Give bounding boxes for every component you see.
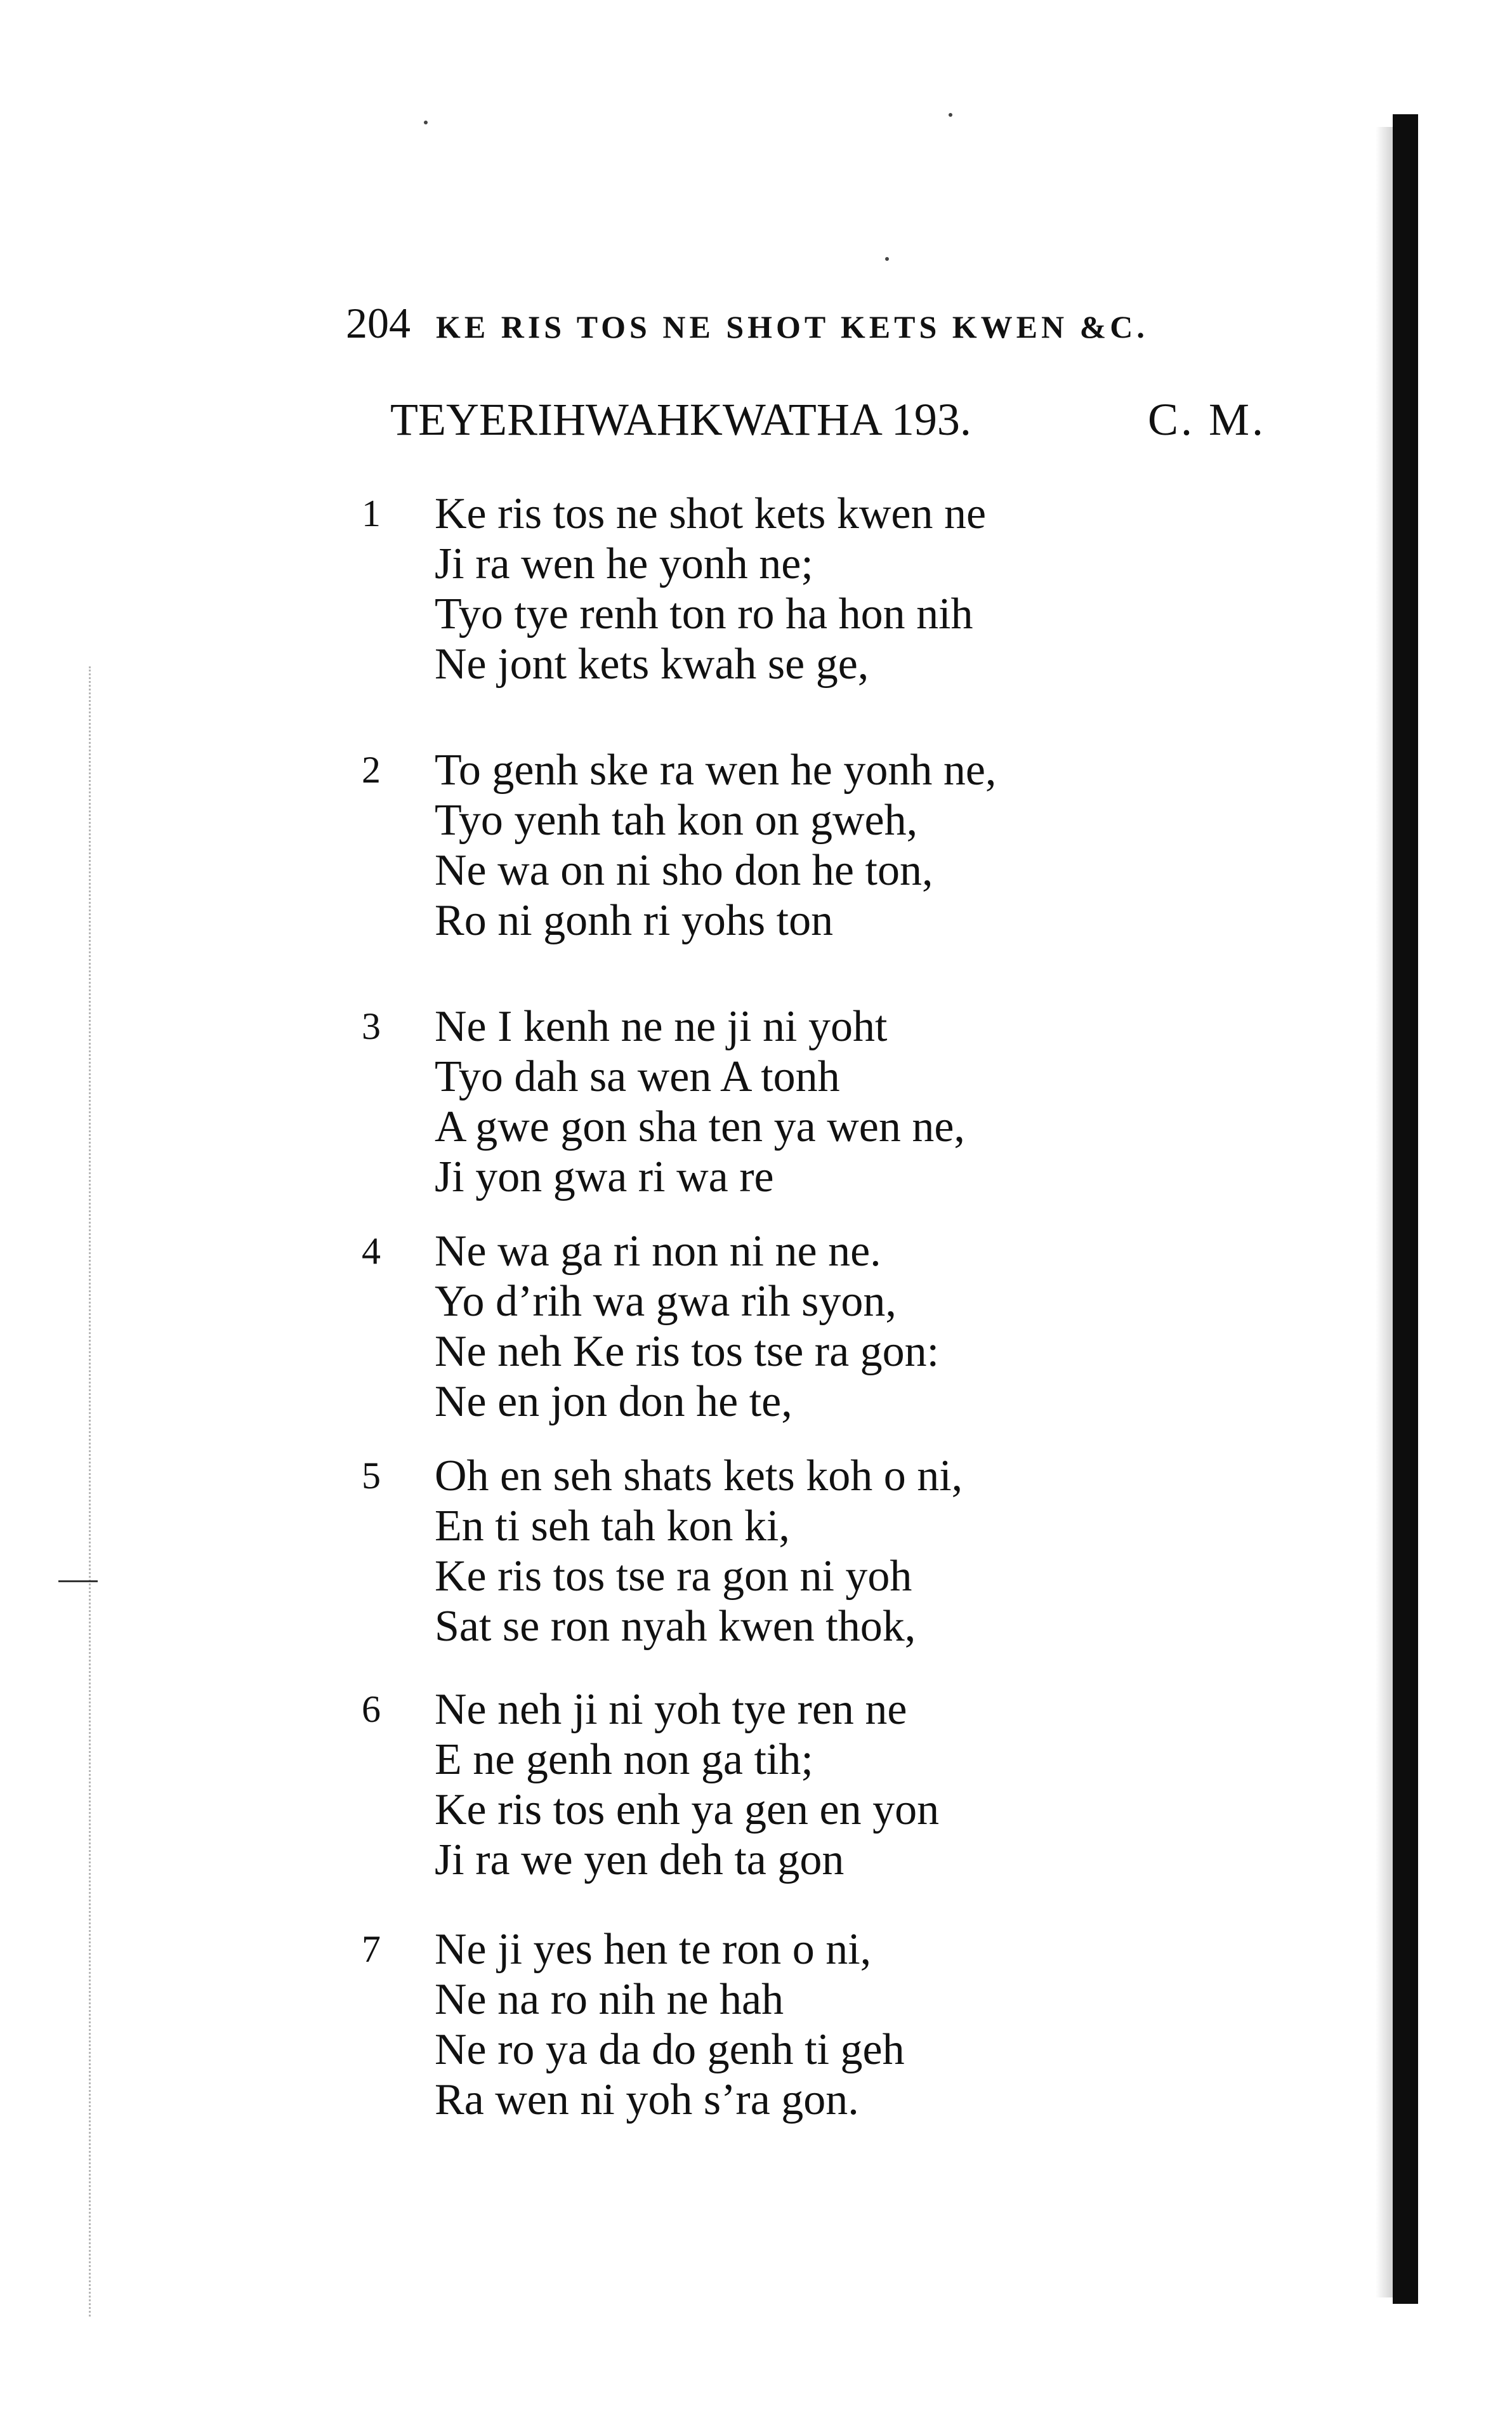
hymn-heading (390, 393, 1266, 446)
stanza-line: Sat se ron nyah kwen thok, (435, 1602, 916, 1651)
stanza (343, 1002, 1332, 1202)
print-speck (949, 113, 952, 117)
print-speck (424, 121, 428, 124)
stanza (343, 1684, 1332, 1885)
stanza-line: Ro ni gonh ri yohs ton (435, 896, 834, 945)
stanza (343, 1226, 1332, 1427)
stanza-number: 7 (362, 1928, 381, 1970)
stanza-line: Oh en seh shats kets koh o ni, (435, 1451, 963, 1500)
stanza-line: A gwe gon sha ten ya wen ne, (435, 1102, 965, 1151)
stanza (343, 1451, 1332, 1651)
stanza-number: 6 (362, 1688, 381, 1730)
stanza-line: Ne na ro nih ne hah (435, 1975, 784, 2024)
stanza-line: Ne wa on ni sho don he ton, (435, 846, 933, 895)
stanza (343, 1924, 1332, 2125)
stanza (343, 745, 1332, 946)
hymn-stanzas (343, 489, 1332, 2125)
hymn-title: TEYERIHWAHKWATHA 193. (390, 394, 971, 445)
stanza-line: Ji ra wen he yonh ne; (435, 539, 813, 588)
stanza-line: Tyo tye renh ton ro ha hon nih (435, 590, 973, 638)
stanza-number: 4 (362, 1230, 381, 1272)
stanza (343, 489, 1332, 689)
hymn-meter: C. M. (1147, 394, 1266, 445)
page-header (346, 298, 1259, 348)
stanza-line: Ke ris tos enh ya gen en yon (435, 1785, 940, 1834)
stanza-line: Ne neh Ke ris tos tse ra gon: (435, 1327, 940, 1376)
binding-edge (1393, 114, 1418, 2304)
running-head: KE RIS TOS NE SHOT KETS KWEN &C. (436, 309, 1148, 345)
stanza-line: Ne neh ji ni yoh tye ren ne (435, 1685, 907, 1734)
stanza-line: Ji yon gwa ri wa re (435, 1153, 774, 1201)
stanza-line: Ne en jon don he te, (435, 1377, 792, 1426)
stanza-line: To genh ske ra wen he yonh ne, (435, 746, 997, 795)
stanza-line: Ne ji yes hen te ron o ni, (435, 1925, 872, 1974)
stanza-number: 2 (362, 749, 381, 791)
stanza-line: Ke ris tos ne shot kets kwen ne (435, 489, 987, 538)
stanza-line: E ne genh non ga tih; (435, 1735, 813, 1784)
page-edge-dash (58, 1580, 98, 1582)
stanza-line: Ne ro ya da do genh ti geh (435, 2025, 905, 2074)
print-speck (885, 257, 889, 261)
stanza-line: Ne wa ga ri non ni ne ne. (435, 1227, 881, 1276)
stanza-line: Ra wen ni yoh s’ra gon. (435, 2075, 859, 2124)
stanza-line: Ne I kenh ne ne ji ni yoht (435, 1002, 888, 1051)
stanza-line: Ke ris tos tse ra gon ni yoh (435, 1552, 912, 1601)
stanza-number: 1 (362, 493, 381, 534)
stanza-line: Yo d’rih wa gwa rih syon, (435, 1277, 897, 1326)
stanza-line: En ti seh tah kon ki, (435, 1502, 790, 1550)
binding-shadow (1376, 127, 1393, 2297)
stanza-line: Tyo yenh tah kon on gweh, (435, 796, 918, 845)
page-number: 204 (346, 299, 411, 347)
page-edge-marks (89, 666, 110, 2317)
stanza-line: Tyo dah sa wen A tonh (435, 1052, 840, 1101)
stanza-line: Ji ra we yen deh ta gon (435, 1835, 845, 1884)
stanza-number: 3 (362, 1005, 381, 1047)
stanza-line: Ne jont kets kwah se ge, (435, 640, 869, 689)
stanza-number: 5 (362, 1455, 381, 1497)
